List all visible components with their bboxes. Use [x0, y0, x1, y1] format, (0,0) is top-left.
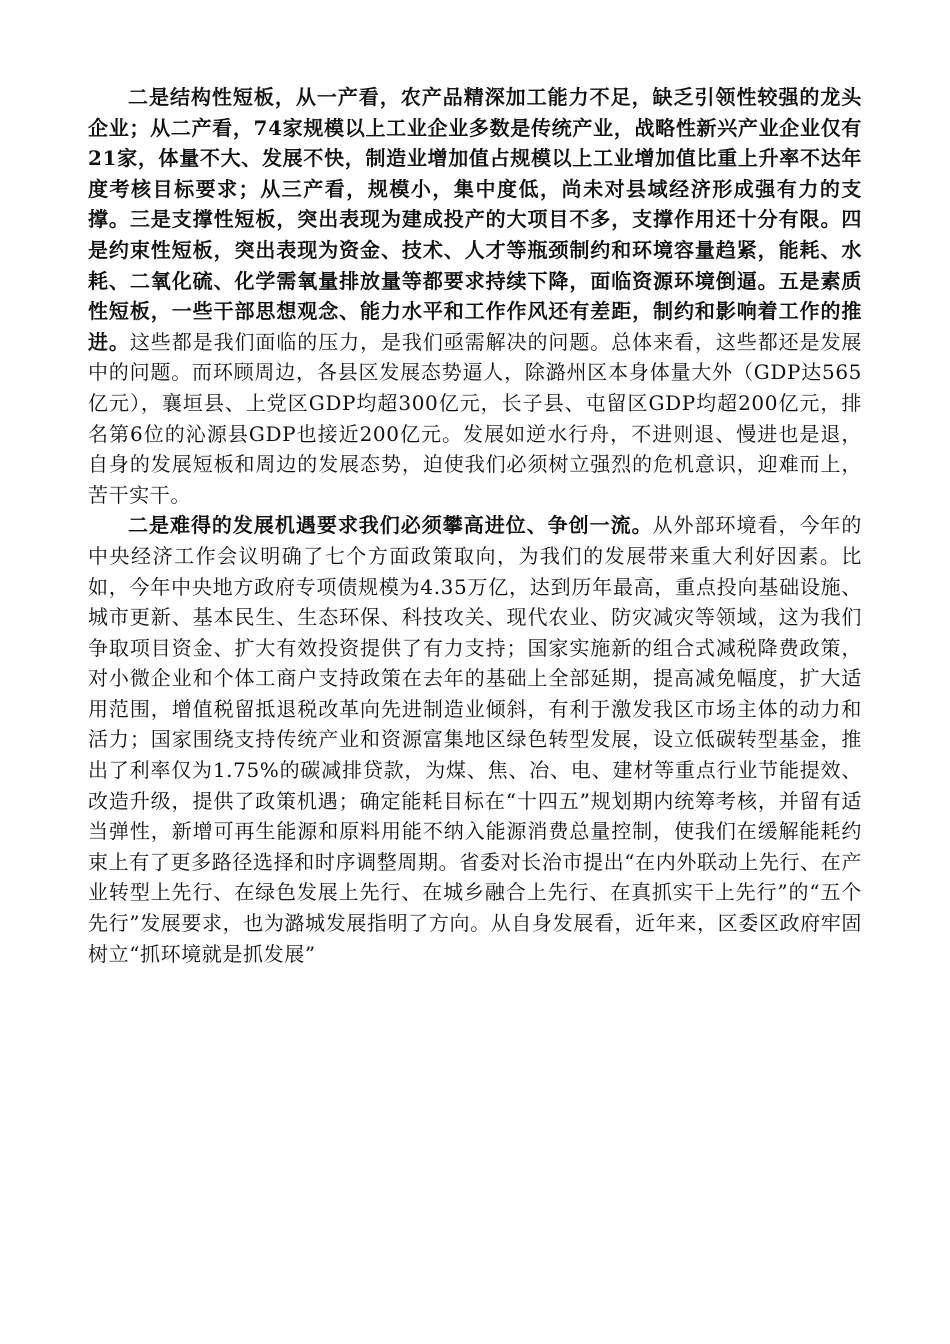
paragraph-development-opportunity	[88, 510, 862, 969]
paragraph-bold-lead: 二是结构性短板，从一产看，农产品精深加工能力不足，缺乏引领性较强的龙头企业；从二产看，74家规模以上工业企业多数是传统产业，战略性新兴产业企业仅有21家，体量不大、发展不快，制造业增加值占规模以上工业增加值比重上升率不达年度考核目标要求；从三产看，规模小，集中度低，尚未对县域经济形成强有力的支撑。三是支撑性短板，突出表现为建成投产的大项目不多，支撑作用还十分有限。四是约束性短板，突出表现为资金、技术、人才等瓶颈制约和环境容量趋紧，能耗、水耗、二氧化硫、化学需氧量排放量等都要求持续下降，面临资源环境倒逼。五是素质性短板，一些干部思想观念、能力水平和工作作风还有差距，制约和影响着工作的推进。	[88, 85, 862, 354]
document-body	[88, 82, 862, 969]
paragraph-bold-lead: 二是难得的发展机遇要求我们必须攀高进位、争创一流。	[128, 513, 653, 538]
paragraph-body-text: 这些都是我们面临的压力，是我们亟需解决的问题。总体来看，这些都还是发展中的问题。而环顾周边，各县区发展态势逼人，除潞州区本身体量大外（GDP达565亿元），襄垣县、上党区GDP均超300亿元，长子县、屯留区GDP均超200亿元，排名第6位的沁源县GDP也接近200亿元。发展如逆水行舟，不进则退、慢进也是退，自身的发展短板和周边的发展态势，迫使我们必须树立强烈的危机意识，迎难而上，苦干实干。	[88, 329, 862, 507]
paragraph-body-text: 从外部环境看，今年的中央经济工作会议明确了七个方面政策取向，为我们的发展带来重大利好因素。比如，今年中央地方政府专项债规模为4.35万亿，达到历年最高，重点投向基础设施、城市更新、基本民生、生态环保、科技攻关、现代农业、防灾减灾等领域，这为我们争取项目资金、扩大有效投资提供了有力支持；国家实施新的组合式减税降费政策，对小微企业和个体工商户支持政策在去年的基础上全部延期，提高减免幅度，扩大适用范围，增值税留抵退税改革向先进制造业倾斜，有利于激发我区市场主体的动力和活力；国家围绕支持传统产业和资源富集地区绿色转型发展，设立低碳转型基金，推出了利率仅为1.75%的碳减排贷款，为煤、焦、冶、电、建材等重点行业节能提效、改造升级，提供了政策机遇；确定能耗目标在“十四五”规划期内统筹考核，并留有适当弹性，新增可再生能源和原料用能不纳入能源消费总量控制，使我们在缓解能耗约束上有了更多路径选择和时序调整周期。省委对长治市提出“在内外联动上先行、在产业转型上先行、在绿色发展上先行、在城乡融合上先行、在真抓实干上先行”的“五个先行”发展要求，也为潞城发展指明了方向。从自身发展看，近年来，区委区政府牢固树立“抓环境就是抓发展”	[88, 513, 863, 966]
paragraph-structural-shortcomings	[88, 82, 862, 510]
